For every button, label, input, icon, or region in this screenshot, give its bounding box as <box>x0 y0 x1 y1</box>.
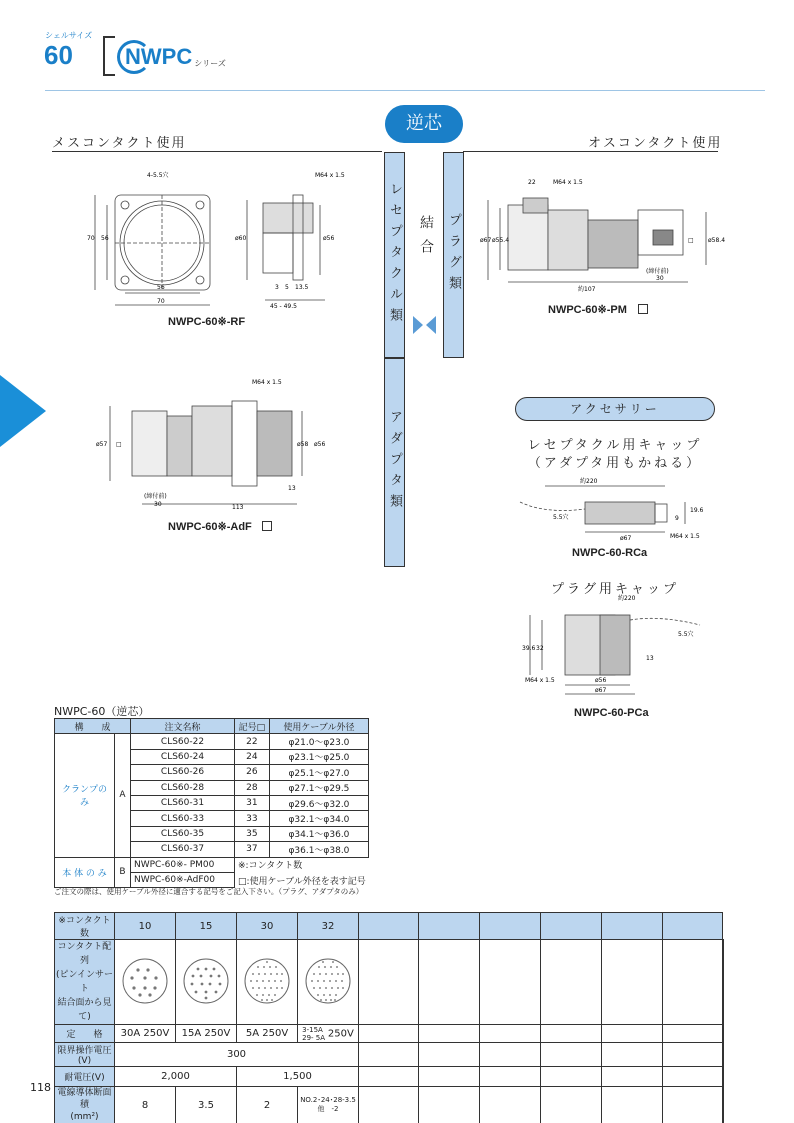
band-adapter <box>384 358 405 567</box>
pca-d396: 39.6 <box>522 645 536 652</box>
t1-row-name: CLS60-28 <box>131 780 235 795</box>
t1-body-code: B <box>115 857 131 888</box>
t2-max-voltage: 300 <box>115 1043 359 1067</box>
pca-d13: 13 <box>646 655 654 662</box>
t2-empty <box>723 1025 724 1043</box>
pca-d67: ø67 <box>595 687 607 694</box>
pm-d554: ø55.4 <box>492 237 510 244</box>
t2-empty <box>359 940 419 1025</box>
rf-d60: ø60 <box>235 235 247 242</box>
t1-row-name: CLS60-26 <box>131 765 235 780</box>
t1-row-range: φ27.1～φ29.5 <box>269 780 369 795</box>
coupling-label: 結合 <box>418 215 434 263</box>
t2-label-layout <box>55 940 115 1025</box>
t2-label-layout-3: 結合面から見て) <box>57 998 112 1022</box>
table1-footnote: ご注文の際は、使用ケーブル外径に適合する記号をご記入下さい。（プラグ、アダプタのみ） <box>54 887 364 896</box>
t2-withstand-a: 2,000 <box>115 1067 237 1087</box>
contact-layout-15-icon <box>181 956 231 1006</box>
t2-wire: 8 <box>115 1087 176 1123</box>
t1-header-code: 記号□ <box>235 719 270 734</box>
t2-empty <box>480 1067 541 1087</box>
header-bracket <box>103 36 115 76</box>
t1-row-code: 35 <box>235 826 270 841</box>
t2-empty <box>663 913 723 940</box>
coupling-arrow-left-icon <box>426 316 436 334</box>
pca-chain: 約220 <box>618 595 636 602</box>
t2-rating: 15A 250V <box>176 1025 237 1043</box>
t1-body-name: NWPC-60※- PM00 <box>131 857 235 872</box>
drawing-pca <box>520 590 720 700</box>
drawing-rf <box>85 165 365 315</box>
t2-wire-32-line1: NO.2･24･28-3.5 <box>300 1096 356 1104</box>
adf-dsq: □ <box>116 441 122 448</box>
series-name: NWPC <box>125 44 193 69</box>
t2-withstand-b: 1,500 <box>237 1067 359 1087</box>
t1-body-label: 本 体 の み <box>55 857 115 888</box>
coupling-arrow-right-icon <box>413 316 423 334</box>
t2-contacts: 10 <box>115 913 176 940</box>
rf-d70v: 70 <box>87 235 95 242</box>
drawing-rca <box>505 474 720 544</box>
t2-rating-32-line1: 3-15A <box>302 1025 323 1034</box>
rf-d5: 5 <box>285 284 289 291</box>
rf-d135: 13.5 <box>295 284 309 291</box>
t2-rating-32-line2: 29- 5A <box>302 1033 326 1042</box>
t2-empty <box>723 940 724 1025</box>
t1-row-code: 31 <box>235 795 270 810</box>
band-plug-label: プラグ類 <box>446 213 461 297</box>
t2-empty <box>359 1067 419 1087</box>
adf-d113: 113 <box>232 504 244 511</box>
section-male-rule <box>463 151 718 152</box>
t2-empty <box>359 1025 419 1043</box>
t2-empty <box>419 1025 480 1043</box>
t2-empty <box>541 1043 602 1067</box>
t1-row-name: CLS60-31 <box>131 795 235 810</box>
rca-d9: 9 <box>675 515 679 522</box>
order-table <box>54 718 369 888</box>
rf-h56: 56 <box>157 284 165 291</box>
t2-empty <box>419 1087 480 1123</box>
t2-empty <box>602 1067 663 1087</box>
t1-row-range: φ25.1～φ27.0 <box>269 765 369 780</box>
t1-row-range: φ21.0～φ23.0 <box>269 734 369 749</box>
header-rule <box>45 90 765 91</box>
rca-hole: 5.5穴 <box>553 514 569 521</box>
t2-empty <box>359 1087 419 1123</box>
series-logo <box>117 40 226 74</box>
rf-h70: 70 <box>157 298 165 305</box>
t2-empty <box>480 1025 541 1043</box>
t1-row-name: CLS60-22 <box>131 734 235 749</box>
t1-body-note: ※:コンタクト数 <box>238 861 303 872</box>
t2-empty <box>663 1043 723 1067</box>
band-receptacle-label: レセプタクル類 <box>387 181 402 329</box>
t2-empty <box>602 940 663 1025</box>
t1-row-range: φ23.1～φ25.0 <box>269 749 369 764</box>
t1-row-range: φ32.1～φ34.0 <box>269 811 369 826</box>
drawing-adf <box>92 376 342 511</box>
t2-empty <box>663 1025 723 1043</box>
section-male: オスコンタクト使用 <box>588 136 723 151</box>
rf-d56v: 56 <box>101 235 109 242</box>
t2-empty <box>541 940 602 1025</box>
pm-d67: ø67 <box>480 237 492 244</box>
pca-d56: ø56 <box>595 677 607 684</box>
t1-row-name: CLS60-33 <box>131 811 235 826</box>
t2-empty <box>663 1087 723 1123</box>
accessory-title: アクセサリー <box>515 397 715 421</box>
t2-rating-32-volt: 250V <box>327 1028 354 1039</box>
caption-pca: NWPC-60-PCa <box>574 707 649 719</box>
adf-fasten: (締付前) <box>144 493 167 500</box>
adf-d30: 30 <box>154 501 162 508</box>
t2-empty <box>541 1067 602 1087</box>
caption-rca: NWPC-60-RCa <box>572 547 648 559</box>
t1-row-code: 26 <box>235 765 270 780</box>
pca-hole: 5.5穴 <box>678 631 694 638</box>
pm-dsq: □ <box>688 237 694 244</box>
t2-empty <box>419 913 480 940</box>
accessory-rc-text-1: レセプタクル用キャップ <box>527 438 703 453</box>
t2-empty <box>359 1043 419 1067</box>
accessory-rc-text-2: （アダプタ用もかねる） <box>527 456 703 471</box>
t1-clamp-code: A <box>115 734 131 857</box>
t2-contacts: 15 <box>176 913 237 940</box>
pm-code-box <box>638 304 648 314</box>
shell-size-label: シェルサイズ <box>45 31 93 40</box>
pm-thread: M64 x 1.5 <box>553 179 583 186</box>
t2-wire-32-line2: 他 -2 <box>317 1105 339 1113</box>
table1-title: NWPC-60（逆芯） <box>54 705 150 718</box>
rca-d19: 19.6 <box>690 507 704 514</box>
t2-empty <box>723 1043 724 1067</box>
t2-empty <box>602 1043 663 1067</box>
pca-d32: 32 <box>536 645 544 652</box>
accessory-pc-text: プラグ用キャップ <box>550 582 679 597</box>
rf-holes: 4-5.5穴 <box>147 172 169 179</box>
page-number: 118 <box>30 1081 51 1094</box>
t2-layout-15 <box>176 940 237 1025</box>
rf-d56b: ø56 <box>323 235 335 242</box>
t1-row-code: 33 <box>235 811 270 826</box>
t1-row-name: CLS60-24 <box>131 749 235 764</box>
t2-empty <box>480 1043 541 1067</box>
pm-d22: 22 <box>528 179 536 186</box>
table-row <box>55 734 369 749</box>
t2-layout-32 <box>298 940 359 1025</box>
spec-table <box>54 912 724 1123</box>
caption-adf: NWPC-60※-AdF <box>168 521 252 533</box>
adf-d13: 13 <box>288 485 296 492</box>
t2-empty <box>541 913 602 940</box>
series-suffix: シリーズ <box>194 58 226 68</box>
t2-empty <box>480 940 541 1025</box>
t1-body-name: NWPC-60※-AdF00 <box>131 872 235 887</box>
pm-fasten: (締付前) <box>646 268 669 275</box>
band-plug <box>443 152 464 358</box>
page-tab-triangle <box>0 375 46 447</box>
t2-empty <box>541 1087 602 1123</box>
t1-row-range: φ36.1～φ38.0 <box>269 842 369 857</box>
rf-d3: 3 <box>275 284 279 291</box>
t2-empty <box>419 1043 480 1067</box>
pm-d30: 30 <box>656 275 664 282</box>
adf-d56: ø56 <box>314 441 326 448</box>
section-female: メスコンタクト使用 <box>52 136 187 151</box>
drawing-pm <box>478 170 728 295</box>
t2-wire: 3.5 <box>176 1087 237 1123</box>
t2-label-max-voltage: 限界操作電圧(V) <box>55 1043 115 1067</box>
t2-wire-32 <box>298 1087 359 1123</box>
band-adapter-label: アダプタ類 <box>387 410 402 515</box>
contact-layout-32-icon <box>303 956 353 1006</box>
t1-clamp-label: クランプのみ <box>55 734 115 857</box>
t2-contacts: 32 <box>298 913 359 940</box>
pm-d584: ø58.4 <box>708 237 726 244</box>
t2-empty <box>663 940 723 1025</box>
caption-pm: NWPC-60※-PM <box>548 304 627 316</box>
t2-empty <box>723 1067 724 1087</box>
t1-row-code: 24 <box>235 749 270 764</box>
adf-d58: ø58 <box>297 441 309 448</box>
rca-thread: M64 x 1.5 <box>670 533 700 540</box>
t1-body-note: □:使用ケーブル外径を表す記号 <box>238 876 366 887</box>
shell-size-value: 60 <box>44 40 73 70</box>
t1-row-name: CLS60-35 <box>131 826 235 841</box>
adf-code-box <box>262 521 272 531</box>
t2-empty <box>419 940 480 1025</box>
contact-layout-10-icon <box>120 956 170 1006</box>
t2-label-wire-2: (mm²) <box>70 1112 99 1122</box>
t1-row-range: φ29.6～φ32.0 <box>269 795 369 810</box>
t2-rating-32 <box>298 1025 359 1043</box>
t1-row-code: 28 <box>235 780 270 795</box>
t2-empty <box>663 1067 723 1087</box>
t2-empty <box>419 1067 480 1087</box>
t2-label-rating: 定 格 <box>55 1025 115 1043</box>
rca-d67: ø67 <box>620 535 632 542</box>
t2-label-wire <box>55 1087 115 1123</box>
t2-wire: 2 <box>237 1087 298 1123</box>
t2-layout-30 <box>237 940 298 1025</box>
pca-thread: M64 x 1.5 <box>525 677 555 684</box>
table-row <box>55 857 369 872</box>
t2-label-layout-1: コンタクト配列 <box>57 942 112 966</box>
t2-label-layout-2: (ピンインサート <box>55 970 114 994</box>
t2-empty <box>480 1087 541 1123</box>
t2-contacts: 30 <box>237 913 298 940</box>
t2-empty <box>602 1025 663 1043</box>
t1-row-code: 37 <box>235 842 270 857</box>
adf-d57: ø57 <box>96 441 108 448</box>
caption-rf: NWPC-60※-RF <box>168 316 246 328</box>
t1-header-config: 構 成 <box>55 719 131 734</box>
t2-rating: 5A 250V <box>237 1025 298 1043</box>
t2-empty <box>723 1087 724 1123</box>
reverse-badge: 逆芯 <box>385 105 463 143</box>
t2-label-withstand: 耐電圧(V) <box>55 1067 115 1087</box>
t1-header-name: 注文名称 <box>131 719 235 734</box>
section-female-rule <box>52 151 382 152</box>
t2-rating: 30A 250V <box>115 1025 176 1043</box>
rca-chain: 約220 <box>580 478 598 485</box>
pm-length: 約107 <box>578 286 596 293</box>
t2-empty <box>359 913 419 940</box>
t2-label-contacts: ※コンタクト数 <box>55 913 115 940</box>
t1-row-range: φ34.1～φ36.0 <box>269 826 369 841</box>
t2-empty <box>602 913 663 940</box>
contact-layout-30-icon <box>242 956 292 1006</box>
t1-header-cable: 使用ケーブル外径 <box>269 719 369 734</box>
t2-label-wire-1: 電線導体断面積 <box>57 1088 112 1110</box>
t2-layout-10 <box>115 940 176 1025</box>
t2-empty <box>480 913 541 940</box>
adf-thread: M64 x 1.5 <box>252 379 282 386</box>
t1-row-name: CLS60-37 <box>131 842 235 857</box>
rf-dlen: 45 - 49.5 <box>270 303 297 310</box>
t2-empty <box>541 1025 602 1043</box>
rf-thread: M64 x 1.5 <box>315 172 345 179</box>
t2-empty <box>602 1087 663 1123</box>
band-receptacle <box>384 152 405 358</box>
t1-row-code: 22 <box>235 734 270 749</box>
